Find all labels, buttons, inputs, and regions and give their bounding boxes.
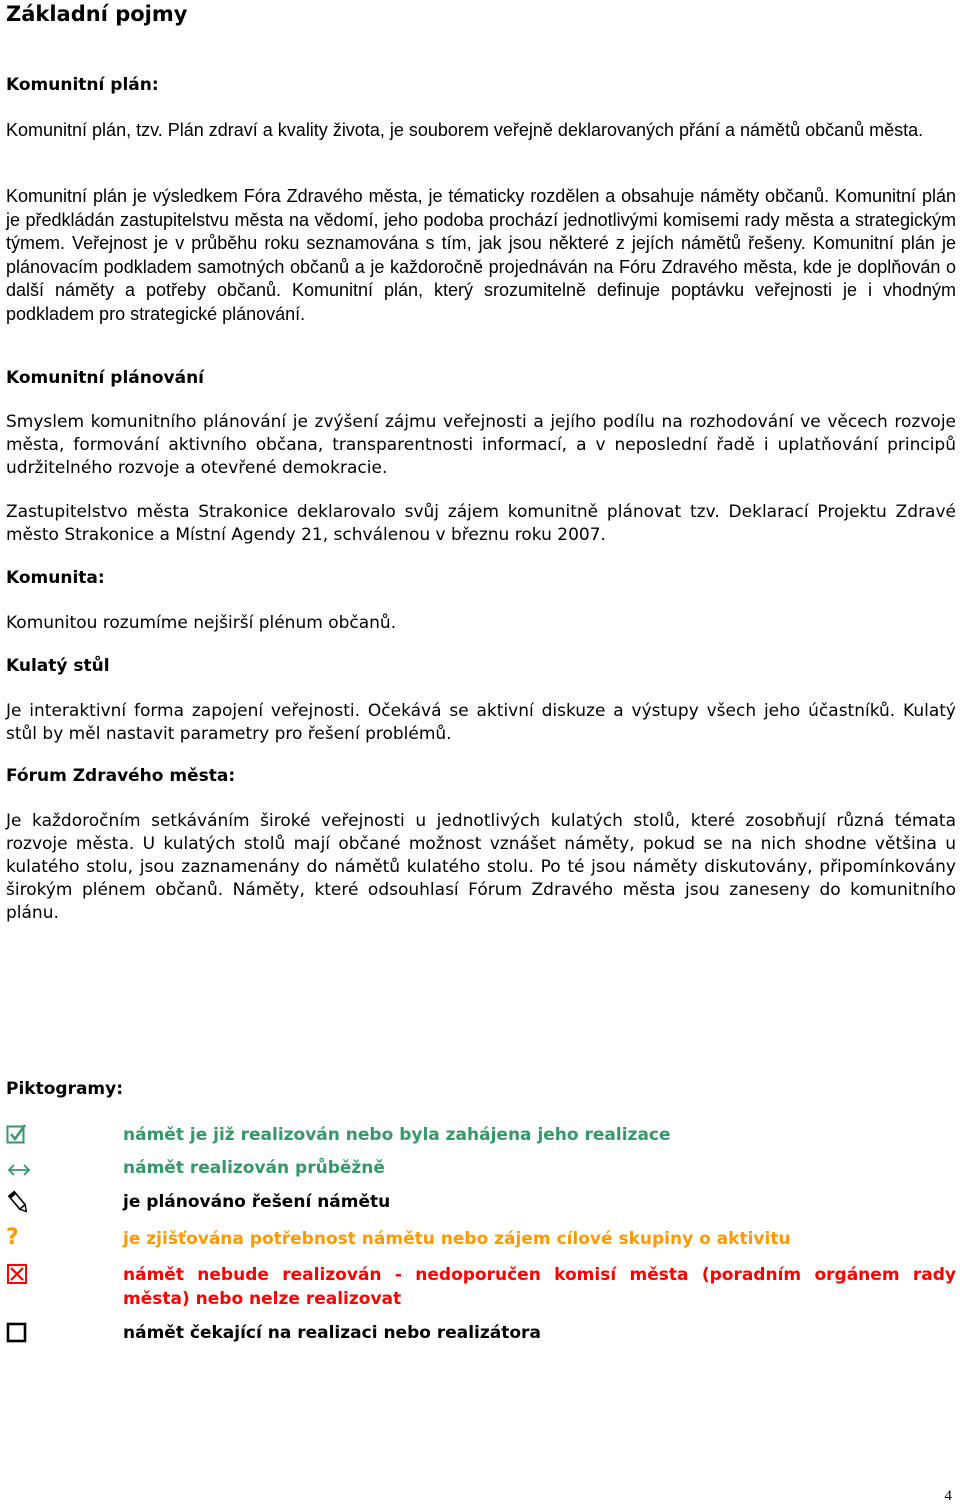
heading-forum: Fórum Zdravého města: [6,766,236,786]
legend-text-planovano: je plánováno řešení námětu [123,1192,391,1212]
crossed-box-icon [6,1262,32,1288]
paragraph-komunitni-planovani-smysl: Smyslem komunitního plánování je zvýšení zájmu veřejnosti a jejího podílu na rozhodování ve věcech rozvoje města, formování aktivního občana, transparentnosti informací, a v neposlední řadě i uplatňování principů udržitelného rozvoje a otevřené demokracie. [6,412,956,478]
paragraph-komunitni-plan-description: Komunitní plán je výsledkem Fóra Zdravého města, je tématicky rozdělen a obsahuje náměty občanů. Komunitní plán je předkládán zastupitelstvu města na vědomí, jeho podoba prochází jednotlivými komisemi rady města a strategickým týmem. Veřejnost je v průběhu roku seznamována s tím, jak jsou některé z jejích námětů řešeny. Komunitní plán je plánovacím podkladem samotných občanů a je každoročně projednáván na Fóru Zdravého města, kde je doplňován o další náměty a potřeby občanů. Komunitní plán, který srozumitelně definuje poptávku veřejnosti je i vhodným podkladem pro strategické plánování. [6,186,956,324]
heading-kulaty-stul: Kulatý stůl [6,656,110,676]
empty-box-icon [6,1320,32,1346]
legend-text-zjistovana: je zjišťována potřebnost námětu nebo zájem cílové skupiny o aktivitu [123,1229,791,1249]
question-mark-icon: ? [6,1225,19,1250]
paragraph-komunita: Komunitou rozumíme nejširší plénum občanů. [6,613,397,633]
double-arrow-icon [6,1156,32,1182]
paragraph-forum: Je každoročním setkáváním široké veřejnosti u jednotlivých kulatých stolů, které zosobňují různá témata rozvoje města. U kulatých stolů mají občané možnost vznášet náměty, pokud se na nich shodne většina u kulatého stolu, jsou zaznamenány do námětů kulatého stolu. Po té jsou náměty diskutovány, připomínkovány širokým plénem občanů. Náměty, které odsouhlasí Fórum Zdravého města jsou zaneseny do komunitního plánu. [6,811,956,923]
paragraph-komunitni-plan-definition: Komunitní plán, tzv. Plán zdraví a kvality života, je souborem veřejně deklarovaných přání a námětů občanů města. [6,120,924,140]
legend-text-nebude-realizovan: námět nebude realizován - nedoporučen komisí města (poradním orgánem rady města) nebo nelze realizovat [123,1265,956,1309]
legend-text-cekajici: námět čekající na realizaci nebo realizátora [123,1323,541,1343]
legend-text-prubezne: námět realizován průběžně [123,1158,385,1178]
heading-komunita: Komunita: [6,568,105,588]
heading-piktogramy: Piktogramy: [6,1079,124,1099]
paragraph-kulaty-stul: Je interaktivní forma zapojení veřejnosti. Očekává se aktivní diskuze a výstupy všech jeho účastníků. Kulatý stůl by měl nastavit parametry pro řešení problémů. [6,701,956,744]
checked-box-icon [6,1122,32,1148]
heading-komunitni-plan: Komunitní plán: [6,75,159,95]
page-title: Základní pojmy [6,2,188,26]
heading-komunitni-planovani: Komunitní plánování [6,368,205,388]
pencil-icon [6,1189,32,1215]
legend-text-realizovan: námět je již realizován nebo byla zahájena jeho realizace [123,1125,671,1145]
page-number: 4 [944,1488,952,1504]
paragraph-komunitni-planovani-zastupitelstvo: Zastupitelstvo města Strakonice deklarovalo svůj zájem komunitně plánovat tzv. Deklarací Projektu Zdravé město Strakonice a Místní Agendy 21, schválenou v březnu roku 2007. [6,502,956,545]
